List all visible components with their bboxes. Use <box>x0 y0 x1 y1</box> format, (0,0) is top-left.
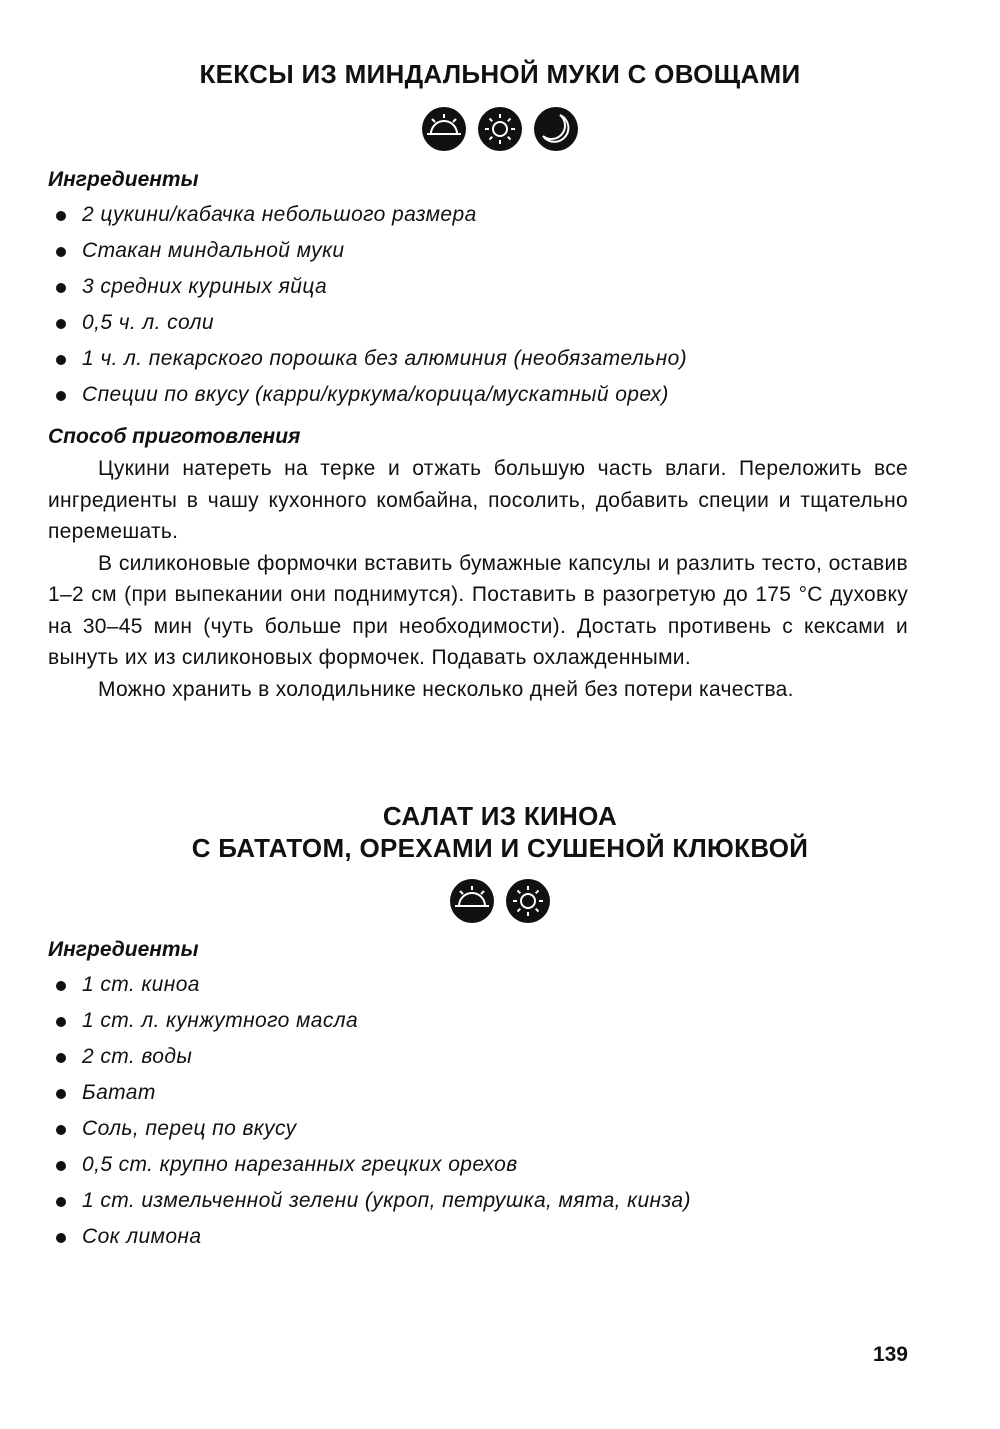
lunch-icon <box>505 878 551 924</box>
method-heading: Способ приготовления <box>48 425 301 448</box>
dinner-icon <box>533 106 579 152</box>
breakfast-icon <box>449 878 495 924</box>
list-item: 1 ч. л. пекарского порошка без алюминия (необязательно) <box>82 341 1000 377</box>
list-item: Батат <box>82 1075 1000 1111</box>
list-item: 0,5 ч. л. соли <box>82 305 1000 341</box>
method-paragraph: Можно хранить в холодильнике несколько дней без потери качества. <box>98 677 794 701</box>
ingredients-heading: Ингредиенты <box>48 938 199 961</box>
breakfast-icon <box>421 106 467 152</box>
list-item: 1 ст. л. кунжутного масла <box>82 1003 1000 1039</box>
recipe-quinoa-salad <box>0 800 1000 1255</box>
ingredients-list <box>0 197 1000 413</box>
recipe-title-line1: САЛАТ ИЗ КИНОА <box>382 801 618 831</box>
list-item: Специи по вкусу (карри/куркума/корица/мускатный орех) <box>82 377 1000 413</box>
method-paragraph: В силиконовые формочки вставить бумажные капсулы и разлить тесто, оставив 1–2 см (при выпекании они поднимутся). Поставить в разогретую до 175 °С духовку на 30–45 мин (чуть больше при необходимости). Достать противень с кексами и вынуть их из силиконовых формочек. Подавать охлажденными. <box>48 551 908 669</box>
list-item: Соль, перец по вкусу <box>82 1111 1000 1147</box>
lunch-icon <box>477 106 523 152</box>
ingredients-heading: Ингредиенты <box>48 168 199 191</box>
list-item: 2 цукини/кабачка небольшого размера <box>82 197 1000 233</box>
recipe-title: КЕКСЫ ИЗ МИНДАЛЬНОЙ МУКИ С ОВОЩАМИ <box>199 59 801 89</box>
recipe-title-line2: С БАТАТОМ, ОРЕХАМИ И СУШЕНОЙ КЛЮКВОЙ <box>191 833 809 863</box>
list-item: Стакан миндальной муки <box>82 233 1000 269</box>
list-item: Сок лимона <box>82 1219 1000 1255</box>
recipe-almond-muffins <box>0 58 1000 705</box>
method-text <box>0 453 1000 705</box>
meal-icons <box>0 878 1000 924</box>
page-number: 139 <box>872 1343 908 1366</box>
list-item: 3 средних куриных яйца <box>82 269 1000 305</box>
list-item: 1 ст. киноа <box>82 967 1000 1003</box>
list-item: 0,5 ст. крупно нарезанных грецких орехов <box>82 1147 1000 1183</box>
method-paragraph: Цукини натереть на терке и отжать большую часть влаги. Переложить все ингредиенты в чашу кухонного комбайна, посолить, добавить специи и тщательно перемешать. <box>48 457 908 543</box>
meal-icons <box>0 106 1000 152</box>
ingredients-list <box>0 967 1000 1255</box>
list-item: 2 ст. воды <box>82 1039 1000 1075</box>
list-item: 1 ст. измельченной зелени (укроп, петрушка, мята, кинза) <box>82 1183 1000 1219</box>
